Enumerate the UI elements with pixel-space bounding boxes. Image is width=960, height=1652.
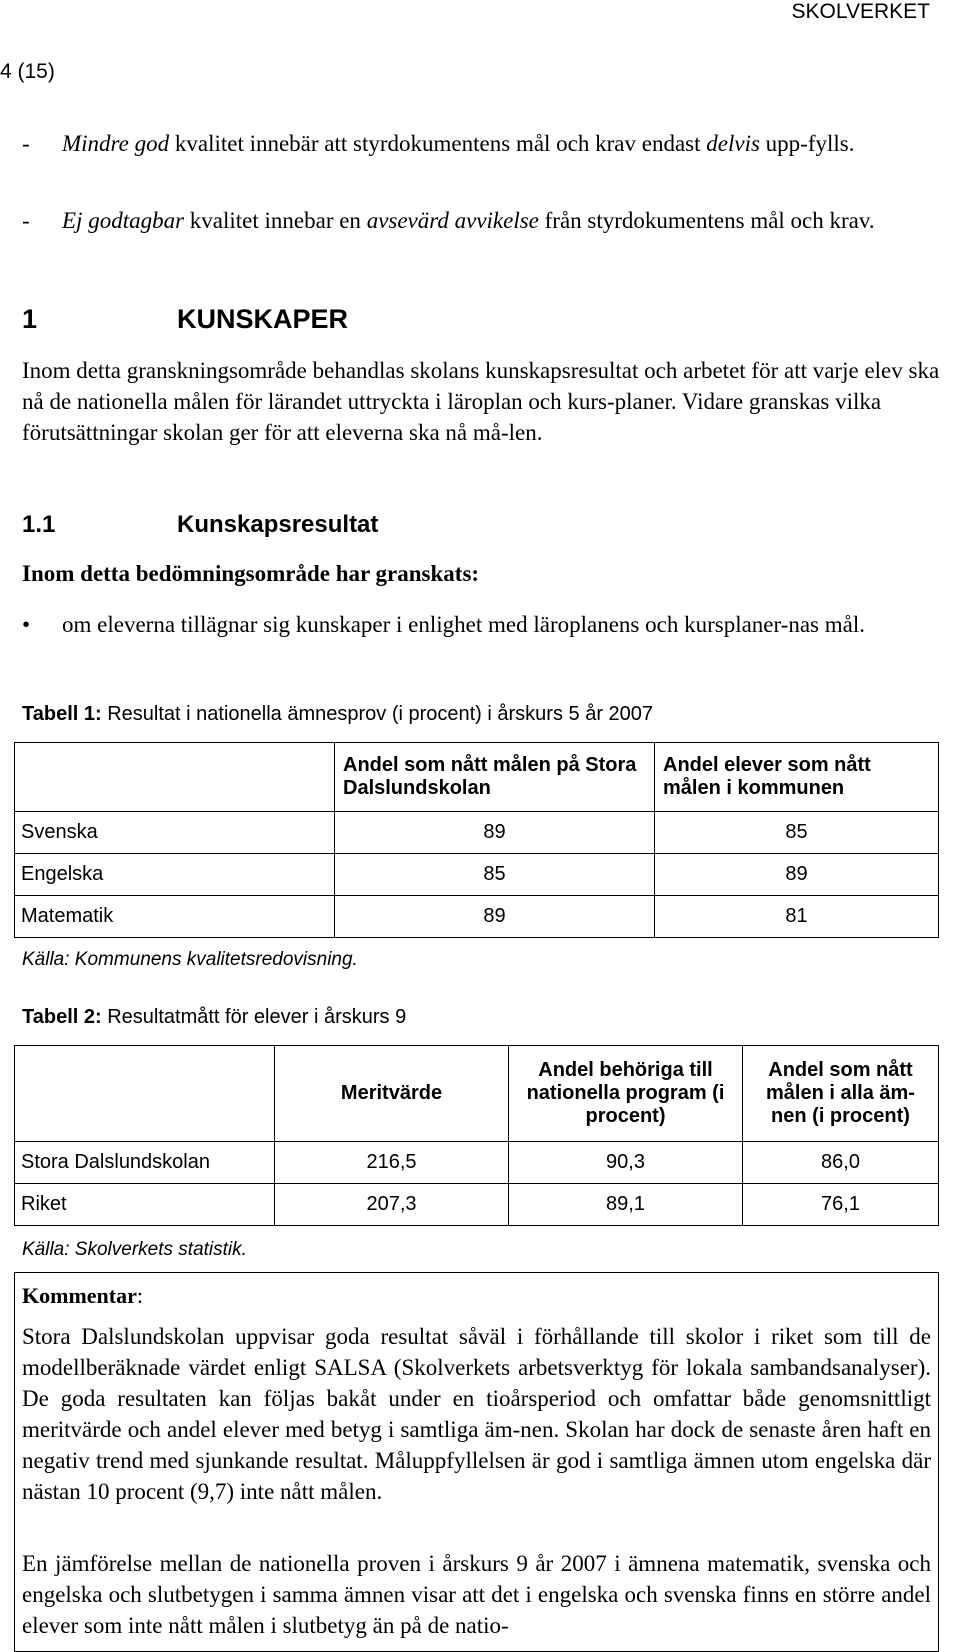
table-cell-value: 89 (335, 896, 655, 938)
bullet-text: om eleverna tillägnar sig kunskaper i enlighet med läroplanens och kursplaner-nas mål. (62, 612, 866, 637)
table-cell-value: 85 (655, 812, 939, 854)
table-cell-subject: Svenska (15, 812, 335, 854)
text: upp-fylls. (759, 131, 855, 156)
table-header-cell (15, 743, 335, 812)
table-cell-value: 81 (655, 896, 939, 938)
table-header-cell: Andel som nått målen i alla äm-nen (i procent) (743, 1046, 939, 1142)
text: kvalitet innebär att styrdokumentens mål och krav endast (169, 131, 707, 156)
table-caption (22, 1006, 406, 1029)
table-cell-value: 76,1 (743, 1184, 939, 1226)
section-number: 1 (22, 304, 38, 334)
table-cell-value: 216,5 (275, 1142, 509, 1184)
dash-marker: - (22, 208, 30, 233)
table-header-cell: Andel som nått målen på Stora Dalslundskolan (335, 743, 655, 812)
table-row (15, 1142, 939, 1184)
table-cell-value: 207,3 (275, 1184, 509, 1226)
table-header-cell: Andel behöriga till nationella program (i procent) (509, 1046, 743, 1142)
table-cell-value: 85 (335, 854, 655, 896)
table-cell-value: 86,0 (743, 1142, 939, 1184)
results-table-grade9 (14, 1045, 939, 1226)
subsection-heading (22, 511, 378, 539)
emphasis: delvis (706, 131, 760, 156)
table-row (15, 854, 939, 896)
subsection-number: 1.1 (22, 511, 56, 538)
text: kvalitet innebar en (184, 208, 367, 233)
table-caption-text: Resultatmått för elever i årskurs 9 (101, 1006, 407, 1028)
page-number: 4 (15) (0, 60, 55, 83)
table-header-row (15, 743, 939, 812)
comment-title-colon: : (136, 1283, 143, 1308)
table-cell-value: 89,1 (509, 1184, 743, 1226)
dash-marker: - (22, 131, 30, 156)
text: från styrdokumentens mål och krav. (538, 208, 875, 233)
section-heading (22, 304, 348, 335)
bullet-marker: • (22, 612, 31, 637)
emphasis: Mindre god (62, 131, 170, 156)
comment-title-label: Kommentar (22, 1283, 137, 1308)
table-cell-label: Riket (15, 1184, 275, 1226)
table-cell-subject: Engelska (15, 854, 335, 896)
table-row (15, 896, 939, 938)
table-row (15, 812, 939, 854)
table-source: Källa: Kommunens kvalitetsredovisning. (22, 949, 358, 970)
emphasis: Ej godtagbar (62, 208, 185, 233)
table-header-row (15, 1046, 939, 1142)
table-cell-value: 89 (655, 854, 939, 896)
subsection-title: Kunskapsresultat (177, 511, 379, 538)
quality-definition-item (22, 128, 927, 159)
table-cell-value: 90,3 (509, 1142, 743, 1184)
table-header-cell: Andel elever som nått målen i kommunen (655, 743, 939, 812)
assessment-subheading: Inom detta bedömningsområde har granskats: (22, 561, 480, 586)
table-caption-label: Tabell 1: (22, 703, 102, 725)
table-header-cell (15, 1046, 275, 1142)
table-caption-label: Tabell 2: (22, 1006, 102, 1028)
comment-paragraph: Stora Dalslundskolan uppvisar goda resultat såväl i förhållande till skolor i riket som till de modellberäknade värdet enligt SALSA (Skolverkets arbetsverktyg för lokala sambandsanalyser). De goda resultaten kan följas bakåt under en tioårsperiod och omfattar både genomsnittligt meritvärde och andel elever med betyg i samtliga äm-nen. Skolan har dock de senaste åren haft en negativ trend med sjunkande resultat. Måluppfyllelsen är god i samtliga ämnen utom engelska där nästan 10 procent (9,7) inte nått målen. (22, 1324, 931, 1504)
results-table-grade5 (14, 742, 939, 938)
comment-paragraph: En jämförelse mellan de nationella proven i årskurs 9 år 2007 i ämnena matematik, svenska och engelska och slutbetygen i samma ämnen visar att det i engelska och svenska finns en större andel elever som inte nått målen i slutbetyg än på de natio- (22, 1551, 931, 1638)
table-cell-label: Stora Dalslundskolan (15, 1142, 275, 1184)
table-cell-subject: Matematik (15, 896, 335, 938)
table-caption (22, 703, 653, 726)
table-source: Källa: Skolverkets statistik. (22, 1239, 247, 1260)
header-organization: SKOLVERKET (791, 0, 930, 23)
comment-title (22, 1283, 143, 1309)
emphasis: avsevärd avvikelse (366, 208, 539, 233)
table-row (15, 1184, 939, 1226)
section-title: KUNSKAPER (177, 304, 349, 334)
table-cell-value: 89 (335, 812, 655, 854)
quality-definition-item (22, 205, 927, 236)
bullet-item (22, 609, 940, 640)
table-header-cell: Meritvärde (275, 1046, 509, 1142)
section-paragraph: Inom detta granskningsområde behandlas skolans kunskapsresultat och arbetet för att varje elev ska nå de nationella målen för lärandet uttryckta i läroplan och kurs-planer. Vidare granskas vilka förutsättningar skolan ger för att eleverna ska nå må-len. (22, 358, 940, 445)
table-caption-text: Resultat i nationella ämnesprov (i procent) i årskurs 5 år 2007 (101, 703, 654, 725)
